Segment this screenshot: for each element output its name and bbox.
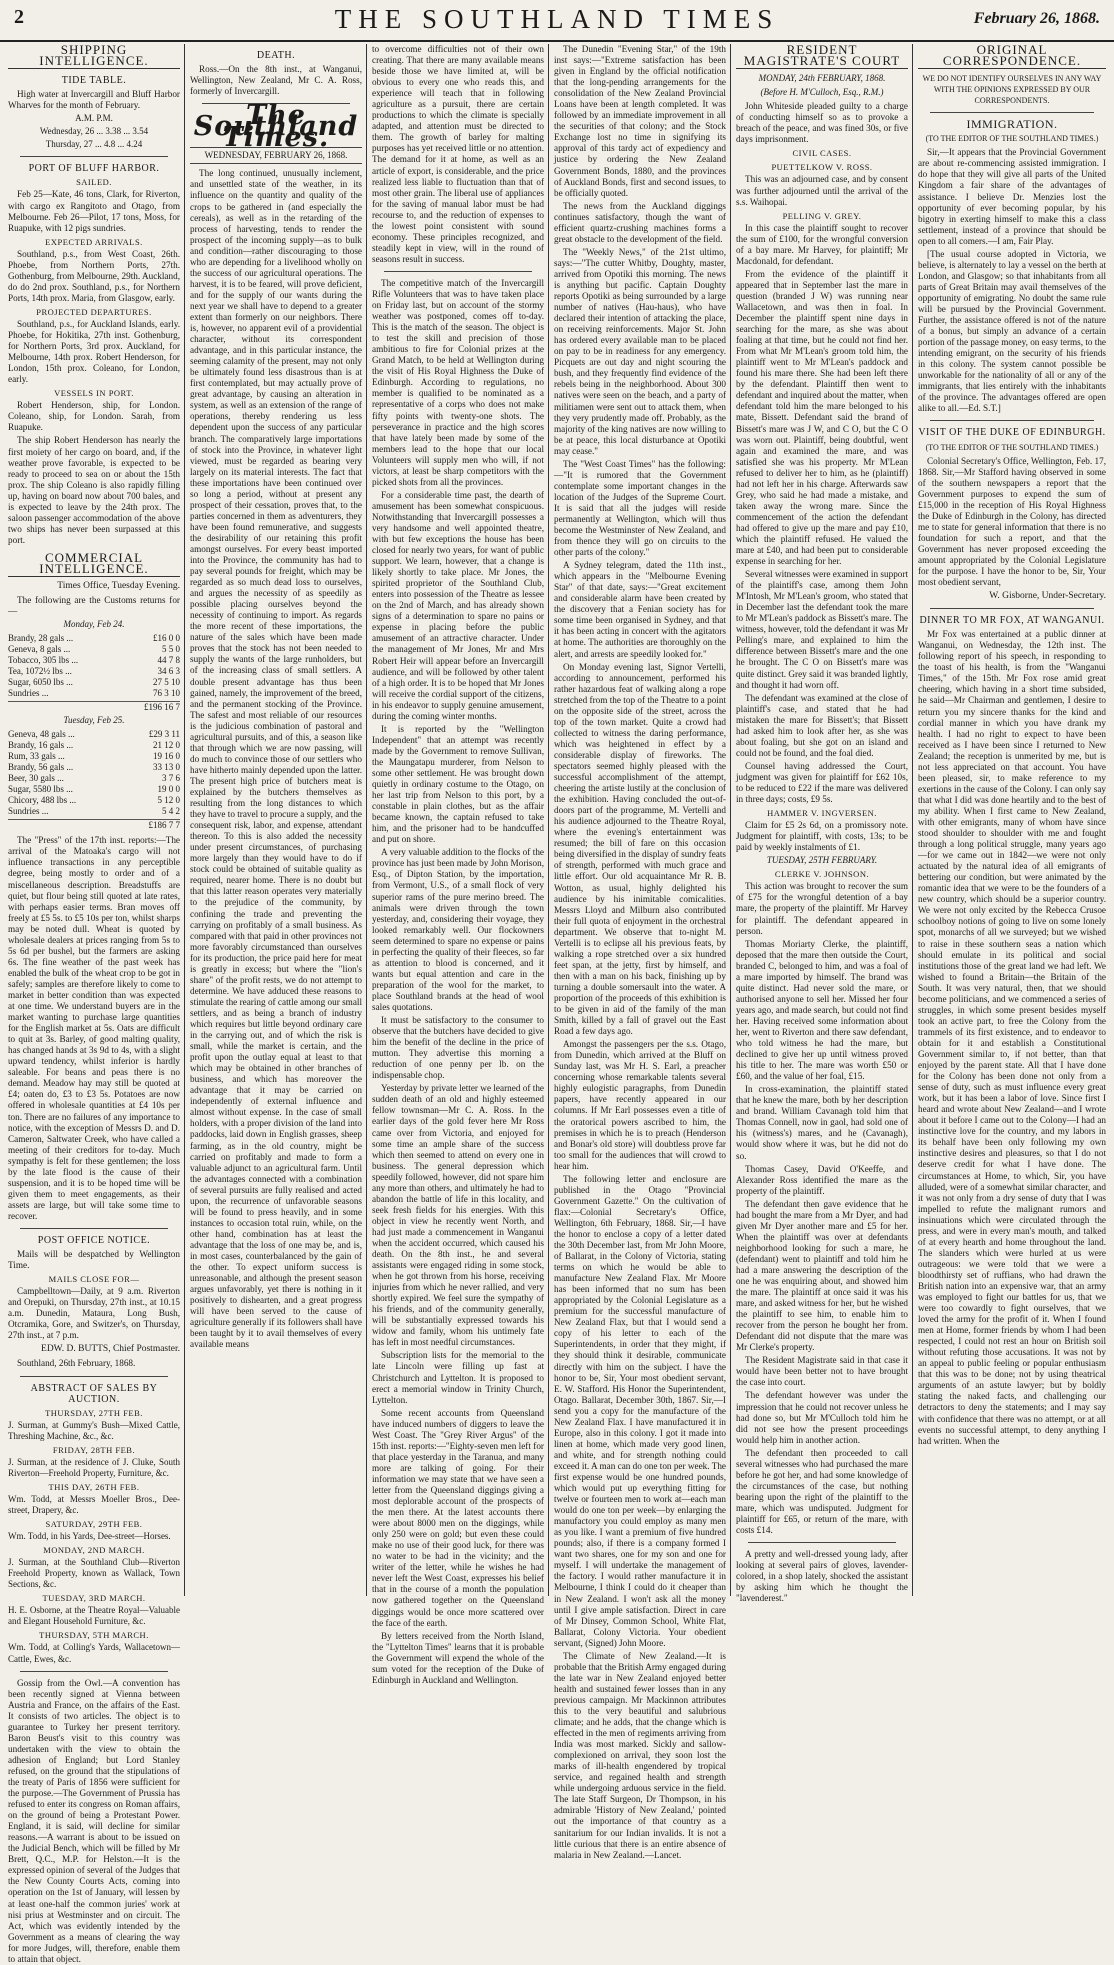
customs-row: Sugar, 5580 lbs ... 19 0 0 [8,784,180,795]
article-paragraph: The Dunedin "Evening Star," of the 19th inst says:—"Extreme satisfaction has been given in England by the official notification that the long-pending arrangements for the consolidation of the New Zealand Provincial Loans have been at length completed. It was followed by an immediate improvement in all the securities of that colony; and the Stock Exchange lost no time in signifying its approval of this tardy act of expediency and justice by ordering the New Zealand Government Bonds, 1880, and the provinces of Auckland Bonds, first and second issues, to be officially quoted. [554,44,726,198]
customs-row: Tobacco, 305 lbs ... 44 7 8 [8,655,180,666]
customs-row: Geneva, 48 gals ... £29 3 11 [8,729,180,740]
to-editor: (TO THE EDITOR OF THE SOUTHLAND TIMES.) [925,134,1099,144]
masthead-logo: The Southland Times. [193,100,359,154]
tide-header: A.M. P.M. [75,113,113,124]
editor-note: [The usual course adopted in Victoria, we believe, is alternately to lay a vessel on the berth at London, and Glasgow; so that inhabitants from all parts of Great Britain may avail themselves of the opportunity of emigrating. No doubt the same rule will be pursued by the Provincial Government. Further, the assistance offered is not of the nature of a bonus, but simply an advance of a certain portion of the passage money, on easy terms, to the intending emigrant, on the security of his friends in this colony. The system cannot possible be unworkable for the nationality of all or any of the immigrants, that lies entirely with the inhabitants of the province. The advantages offered are open alike to all.—Ed. S.T.] [918,248,1106,414]
press-report: The "Press" of the 17th inst. reports:—The arrival of the Matoaka's cargo will not influence transactions in any perceptible degree, being mostly to order and of a miscellaneous description. Breadstuffs are quiet, but flour being still quoted at late rates, with perhaps easier terms. Bran moves off freely at £5 5s. to £5 10s per ton, whilst sharps may be noted dull. Wheat is quoted by wholesale dealers at prices ranging from 5s to 5s 6d per bushel, but the farmers are asking 6s. The fine weather of the past week has enabled the bulk of the wheat crop to be got in safely; samples are therefore likely to come to market in better condition than was expected at one time. We understand buyers are in the market wanting to purchase large quantities for the English market at 5s. Oats are difficult to quit at 3s. Barley, of good malting quality, has changed hands at 3s 9d to 4s, with a slight upward tendency, whilst inferior is hardly saleable. For beans and peas there is no demand. Meadow hay may still be quoted at £4; oaten do, £3 to £3 5s. Potatoes are now offered in wholesale quantities at £4 10s per ton. There are no failures of any importance to notice, with the exception of Messrs D. and D. Cameron, Saltwater Creek, who have called a meeting of their creditors for to-day. Much sympathy is felt for these gentlemen; the loss by the late flood is the cause of their suspension, and it is to be hoped time will be given them to meet engagements, as their assets are large, but will take some time to recover. [8,835,180,1221]
sale-item: H. E. Osborne, at the Theatre Royal—Valuable and Elegant Household Furniture, &c. [8,1605,180,1627]
article-paragraph: On Monday evening last, Signor Vertelli, according to announcement, performed his rather hazardous feat of walking along a rope stretched from the top of the Theatre to a point on the opposite side of the street, across the top of the town market. Quite a crowd had collected to witness the daring performance, which was heightened in effect by a considerable display of fireworks. The spectators seemed highly pleased with the successful accomplishment of the attempt, cheering the artiste lustily at the conclusion of the exhibition. Having concluded the out-of-doors part of the programme, M. Vertelli and his audience adjourned to the Theatre Royal, where the evening's entertainment was resumed; the bill of fare on this occasion being diversified in the display of sundry feats of strength, performed with much grace and little effort. Our old acquaintance Mr R. B. Wotton, as usual, highly delighted his audience by his inimitable comicalities. Messrs Lloyd and Milburn also contributed their full quota of enjoyment in the orchestral department. We observe that to-night M. Vertelli is to eclipse all his previous feats, by walking a rope stretched over a six hundred feet span, at the jetty, first by himself, and then with a man on his back, finishing up by turning a double somersault into the water. A proportion of the proceeds of this exhibition is to be given in aid of the family of the man Smith, killed by a fall of gravel out the East Road a few days ago. [554,661,726,1037]
sale-day: MONDAY, 2ND MARCH. [43,1545,145,1556]
court-paragraph: From the evidence of the plaintiff it appeared that in September last the mare in question (branded J W) was running near Wallacetown, and was then in foal. In December the plaintiff spent nine days in searching for the mare, as she was about foaling at that time, but he could not find her. From what Mr M'Lean's groom told him, the plaintiff went to Mr M'Lean's paddock and found his mare there. She had been left there by the defendant. Plaintiff then went to defendant and inquired about the matter, when defendant told him the mare belonged to his mate, Bissett. Defendant said the brand of Bissett's mare was J W, and C O, but the C O was worn out. Plaintiff, being doubtful, went again and examined the mare, and was satisfied she was his property. Mr M'Lean refused to deliver her to him, as he (plaintiff) had not left her in his charge. Afterwards saw Grey, who said he had made a mistake, and taken away the wrong mare. Since the commencement of the action the defendant had offered to give up the mare and pay £10, which the plaintiff refused. He valued the mare at £40, and had been put to considerable expense in searching for her. [736,268,908,567]
projected-heading: PROJECTED DEPARTURES. [36,306,152,317]
customs-total: £186 7 7 [8,819,180,831]
divider [20,1376,168,1377]
divider [20,1671,168,1672]
customs-intro: The following are the Customs returns for— [8,595,180,617]
sale-item: Wm. Todd, at Colling's Yards, Wallacetown—Cattle, Ewes, &c. [8,1642,180,1664]
sale-item: J. Surman, at the residence of J. Cluke, South Riverton—Freehold Property, Furniture, &c. [8,1456,180,1478]
court-heading: RESIDENT MAGISTRATE'S COURT [736,44,908,69]
court-paragraph: Counsel having addressed the Court, judgment was given for plaintiff for £62 10s, to be reduced to £22 if the mare was delivered in three days; costs, £9 5s. [736,760,908,805]
article-paragraph: Amongst the passengers per the s.s. Otago, from Dunedin, which arrived at the Bluff on Sunday last, was Mr H. S. Earl, a preacher concerning whose remarkable talents several highly eulogistic paragraphs, from Dunedin papers, have recently appeared in our columns. If Mr Earl possesses even a title of the oratorical powers ascribed to him, the premises in which he is to preach (Henderson and Bonar's old store) will doubtless prove far too small for the audiences that will crowd to hear him. [554,1039,726,1171]
sale-item: J. Surman, at the Southland Club—Riverton Freehold Property, known as Wallack, Town Sections, &c. [8,1557,180,1590]
expected-heading: EXPECTED ARRIVALS. [45,236,143,247]
article-paragraph: The Climate of New Zealand.—It is probable that the British Army engaged during the late war in New Zealand enjoyed better health and sustained fewer losses than in any previous campaign. Mr Mackinnon attributes this to the very beautiful and salubrious climate; and he adds, that the change which is effected in the men of regiments arriving from India was most marked. Sickly and sallow-complexioned on arrival, they soon lost the marks of ill-health engendered by tropical service, and regained health and strength while undergoing arduous service in the field. The late Staff Surgeon, Dr Thompson, in his admirable 'History of New Zealand,' pointed out the importance of that country as a sanitarium for our Indian invalids. It is not a little curious that there is an entire absence of malaria in New Zealand.—Lancet. [554,1650,726,1860]
column-6 [918,44,1106,1594]
sales-heading: ABSTRACT OF SALES BY AUCTION. [30,1382,158,1405]
article-paragraph: The "West Coast Times" has the following:—"It is rumored that the Government contemplate some important changes in the location of the Judges of the Supreme Court. It is said that all the judges will reside permanently at Wellington, which will thus become the Westminster of New Zealand, and from thence they will go on circuits to the other parts of the colony." [554,458,726,558]
column-4 [554,44,726,1860]
gossip-article: Gossip from the Owl.—A convention has been recently signed at Vienna between Austria and France, on the affairs of the East. It consists of two articles. The object is to guarantee to Turkey her present territory. Baron Beust's visit to this country was undertaken with the view to obtain the adhesion of England; but Lord Stanley refused, on the ground that the stipulations of the treaty of Paris of 1856 were sufficient for the purpose.—The Government of Prussia has refused to enter its congress on Roman affairs, on the ground of being a Protestant Power. England, it is said, will decline for similar reasons.—A warrant is about to be issued on the Judicial Bench, which will be filled by Mr Brett, Q.C., M.P. for Helston.—It is the expressed opinion of several of the Judges that the New County Courts Acts, coming into operation on the 1st of January, will lessen by at least one-half the common juries' work at nisi prius at Westminster and on circuit. The Act, which was evidently intended by the Government as a means of clearing the way for more Judges, will, therefore, enable them to attain that object. [8,1677,180,1964]
issue-date: February 26, 1868. [973,10,1100,27]
sale-day: THIS DAY, 26TH FEB. [48,1481,140,1492]
court-paragraph: In this case the plaintiff sought to recover the sum of £100, for the wrongful conversion of a bay mare. Mr Harvey, for plaintiff; Mr Macdonald, for defendant. [736,222,908,266]
column-rule [366,44,367,1596]
divider [748,1542,896,1543]
article-paragraph: The "Weekly News," of the 21st ultimo, says:—"The cutter Whitby, Doughty, master, arrived from Opotiki this morning. The news is anything but pacific. Captain Doughty reports Opotiki as being surrounded by a large number of natives (Hau-haus), who have declared their intention of attacking the place, on receiving reinforcements. Major St. John has ordered every available man to be placed on pay to be in readiness for any emergency. Picquets are out day and night scouring the bush, and they frequently find evidence of the rebels being in the neighborhood. About 300 natives were seen on the beach, and a party of militiamen were sent out to attack them, when they very prudently made off. Probably, as the majority of the king natives are now willing to be at peace, this local disturbance at Opotiki may cease." [554,246,726,456]
port-heading: PORT OF BLUFF HARBOR. [28,163,160,175]
postmaster-signature: EDW. D. BUTTS, Chief Postmaster. [41,1344,180,1355]
article-paragraph: to overcome difficulties not of their own creating. That there are many available means beside those we have limited at, will be obvious to every one who reads this, and experience will teach that in following agriculture as a pursuit, there are certain productions to which the climate is specially adapted, and attention must be directed to them. The growth of barley for malting purposes has yet received little or no attention. The demand for it at home, as well as an article of export, is considerable, and the price realized less liable to fluctuation than that of most other grain. The liberal use of appliances for the saving of manual labor must be had recourse to, and the reduction of expenses to the lowest point consistent with sound economy. These principles recognized, and steadily kept in view, will in the round of seasons result in success. [372,44,544,264]
tide-intro: High water at Invercargill and Bluff Harbor Wharves for the month of February. [8,89,180,111]
times-office: Times Office, Tuesday Evening. [57,581,180,592]
death-notice: Ross.—On the 8th inst., at Wanganui, Wellington, New Zealand, Mr C. A. Ross, formerly of Invercargill. [190,64,362,97]
court-paragraph: This action was brought to recover the sum of £75 for the wrongful detention of a bay mare, the property of the plaintiff. Mr Harvey for plaintiff. The defendant appeared in person. [736,881,908,936]
court-date: TUESDAY, 25TH FEBRUARY. [766,855,878,866]
article-paragraph: It is reported by the "Wellington Independent" that an attempt was recently made by the Government to remove Sullivan, the Maungatapu murderer, from Nelson to some other settlement. He was brought down quietly in ordinary costume to the Otago, on her last trip from Nelson to this port, by a constable in plain clothes, but as the affair became known, the captain refused to take him, and the prisoner had to be handcuffed and put on shore. [372,723,544,845]
court-paragraph: The Resident Magistrate said in that case it would have been better not to have brought the case into court. [736,1355,908,1388]
mails-close-heading: MAILS CLOSE FOR— [48,1274,140,1285]
divider [20,1228,168,1229]
court-paragraph: The defendant however was under the impression that he could not recover unless he had done so, but Mr M'Culloch told him he did not see how the present proceedings would help him in another action. [736,1390,908,1445]
customs-row: Chicory, 488 lbs ... 5 12 0 [8,795,180,806]
column-2 [190,44,362,1594]
article-paragraph: A very valuable addition to the flocks of the province has just been made by John Morison, Esq., of Dipton Station, by the importation, from Vermont, U.S., of a small flock of very superior rams of the pure merino breed. The animals were driven through the town yesterday, and, considering their voyage, they looked remarkably well. Our flockowners seem determined to spare no expense or pains in perfecting the quality of their fleeces, so far as attention to blood is concerned, and it wants but equal attention and care in the preparation of the wool for the market, to place Southland brands at the head of wool sales quotations. [372,847,544,1012]
sale-day: SATURDAY, 29TH FEB. [45,1519,143,1530]
article-paragraph: It must be satisfactory to the consumer to observe that the butchers have decided to give him the benefit of the decline in the price of mutton. They advertise this morning a reduction of one penny per lb. on the indispensable chop. [372,1015,544,1081]
sailed-text: Feb 25—Kate, 46 tons, Clark, for Riverton, with cargo ex Rangitoto and Otago, from Melbourne. Feb 26—Pilot, 17 tons, Moss, for Ruapuke, with 12 pigs sundries. [8,189,180,233]
commercial-heading: COMMERCIAL INTELLIGENCE. [8,552,180,577]
visit-signature: W. Gisborne, Under-Secretary. [989,591,1106,602]
to-editor: (TO THE EDITOR OF THE SOUTHLAND TIMES.) [925,442,1099,452]
divider [930,420,1094,421]
immigration-letter: Sir,—It appears that the Provincial Government are about re-commencing assisted immigration. I do hope that they will give all parts of the United Kingdom a fair share of the advantages of assistance. I believe Dr. Menzies lost the opportunity of ever becoming popular, by his bigotry in exerting himself to make this a class settlement, instead of a province that should be open to all comers.—I am, Fair Play. [918,147,1106,246]
sailed-heading: SAILED. [76,177,112,188]
projected-text: Southland, p.s., for Auckland Islands, early. Phoebe, for Hokitika, 27th inst. Gothenburg, for Northern Ports, 3rd prox. Auckland, for Melbourne, 14th prox. Robert Henderson, for London, 15th prox. Coleano, for London, early. [8,318,180,385]
column-rule [730,44,731,1596]
tide-row: Thursday, 27 ... 4.8 ... 4.24 [45,139,143,150]
correspondence-heading: ORIGINAL CORRESPONDENCE. [918,44,1106,69]
court-paragraph: The defendant then gave evidence that he had bought the mare from a Mr Dyer, and had given Mr Dyer another mare and £5 for her. When the plaintiff was over at defendants neighborhood looking for such a mare, he (defendant) went to plaintiff and told him he had a mare answering the description of the one he was enquiring about, and showed him the mare. The plaintiff at once said it was his mare, and asked witness for her, but he wished the plaintiff to see him, to enable him to recover from the person he bought her from. Defendant did not dispute that the mare was Mr Clerke's property. [736,1198,908,1353]
court-paragraph: Thomas Moriarty Clerke, the plaintiff, deposed that the mare then outside the Court, branded C, belonged to him, and was a foal of a mare imported by himself. The brand was quite distinct. Had never sold the mare, or authorised anyone to sell her. Missed her four years ago, and made search, but could not find her. Having received some information about her, went to Riverton and there saw defendant, who told witness he had the mare, but declined to give her up until witness proved his title to her. The mare was worth £50 or £60, and the value of her foal, £15. [736,938,908,1082]
court-paragraph: John Whiteside pleaded guilty to a charge of conducting himself so as to provoke a breach of the peace, and was fined 30s, or five days imprisonment. [736,101,908,145]
customs-row: Brandy, 56 gals ... 33 13 0 [8,762,180,773]
court-date: MONDAY, 24th FEBRUARY, 1868. [758,73,886,84]
mails-text: Campbelltown—Daily, at 9 a.m. Riverton and Orepuki, on Thursday, 27th inst., at 10.15 a.m. Dunedin, Mataura, Long Bush, Otcramika, Gore, and Switzer's, on Thursday, 27th inst., at 7 p.m. [8,1286,180,1341]
article-paragraph: By letters received from the North Island, the "Lyttelton Times" learns that it is probable the Government will expend the whole of the sum voted for the reception of the Duke of Edinburgh in Auckland and Wellington. [372,1630,544,1685]
tide-row: Wednesday, 26 ... 3.38 ... 3.54 [39,126,149,137]
disclaimer: WE DO NOT IDENTIFY OURSELVES IN ANY WAY WITH THE OPINIONS EXPRESSED BY OUR CORRESPONDENTS. [922,74,1102,106]
death-heading: DEATH. [256,50,296,61]
article-paragraph: Some recent accounts from Queensland have induced numbers of diggers to leave the West Coast. The "Grey River Argus" of the 15th inst. reports:—"Eighty-seven men left for that place yesterday in the Taranua, and many more are talking of going. For their information we may state that we have seen a letter from the Queensland diggings giving a most deplorable account of the prospects of the men there. At the latest accounts there were about 8000 men on the diggings, while only 250 were on gold; but even these could make no use of their good luck, for there was no water to be had in the vicinity; and the writer of the letter, while he wishes he had never left the West Coast, expresses his belief that in the course of a month the population now gathered together on the Queensland diggings would be once more scattered over the face of the earth. [372,1407,544,1628]
immigration-heading: IMMIGRATION. [966,117,1058,132]
vessels-text: Robert Henderson, ship, for London. Coleano, ship, for London. Sarah, from Ruapuke. [8,400,180,433]
article-paragraph: A Sydney telegram, dated the 11th inst., which appears in the "Melbourne Evening Star" of that date, says:—"Great excitement and considerable alarm have been created by the discovery that a Fenian society has for some time been organised in Sydney, and that it has been acting in concert with the agitators at home. The authorities are thoroughly on the alert, and arrests are speedily looked for." [554,560,726,659]
shipping-heading: SHIPPING INTELLIGENCE. [8,44,180,69]
customs-row: Tea, 1072½ lbs ... 34 6 3 [8,666,180,677]
visit-letter: Colonial Secretary's Office, Wellington, Feb. 17, 1868. Sir,—Mr Stafford having observed in some of the southern newspapers a report that the Government purposes to expend the sum of £15,000 in the reception of His Royal Highness the Duke of Edinburgh in the Colony, has directed me to state for general information that there is no foundation for such a report, and that the Government has never proposed exceeding the amount appropriated by the Colonial Legislature for the purpose. I have the honor to be, Sir, Your most obedient servant, [918,455,1106,588]
case-title: PUETTELKOW V. ROSS. [771,162,873,173]
court-paragraph: The defendant then proceeded to call several witnesses who had purchased the mare before he got her, and had some knowledge of the circumstances of the case, but nothing bearing upon the right of the plaintiff to the mare, which was undisputed. Judgment for plaintiff for £65, or return of the mare, with costs £14. [736,1447,908,1536]
article-paragraph: The news from the Auckland diggings continues satisfactory, though the want of efficient quartz-crushing machines forms a great obstacle to the development of the field. [554,200,726,244]
civil-cases-heading: CIVIL CASES. [792,148,852,159]
newspaper-title: THE SOUTHLAND TIMES [334,4,780,34]
sale-day: THURSDAY, 5TH MARCH. [39,1630,149,1641]
court-before: (Before H. M'Culloch, Esq., R.M.) [760,87,884,98]
court-paragraph: Several witnesses were examined in support of the plaintiff's case, among them John M'Intosh, Mr M'Lean's groom, who stated that in December last the defendant took the mare to Mr M'Lean's paddock as Bissett's mare. The witness, however, told the defendant it was Mr Pelling's mare, and explained to him the difference between Bissett's mare and the one he brought. The C O on Bissett's mare was quite distinct. Grey said it was branded lightly, and thought it had worn off. [736,569,908,690]
expected-text: Southland, p.s., from West Coast, 26th. Phoebe, from Northern Ports, 27th. Gothenburg, from Melbourne, 29th. Auckland, do do 2nd prox. Southland, p.s., for Northern Ports, 14th prox. Maria, from Glasgow, early. [8,248,180,303]
sale-item: Wm. Todd, at Messrs Moeller Bros., Dee-street, Drapery, &c. [8,1493,180,1515]
article-paragraph: For a considerable time past, the dearth of amusement has been somewhat conspicuous. Notwithstanding that Invercargill possesses a very handsome and well appointed theatre, with but few exceptions the house has been closed for nearly two years, for want of public support. We learn, however, that a change is likely shortly to take place. Mr Jones, the spirited proprietor of the Southland Club, enters into possession of the Theatre as lessee on the 2nd of March, and has already shown signs of a determination to spare no pains or expense in placing before the public amusement of an attractive character. Under the management of Mr Jones, Mr and Mrs Robert Heir will appear before an Invercargill audience, and will be followed by other talent of a high order. It is to be hoped that Mr Jones will receive the cordial support of the citizens, in his endeavor to supply genuine amusement, during the coming winter months. [372,489,544,721]
court-paragraph: In cross-examination, the plaintiff stated that he knew the mare, both by her description and brand. William Cavanagh told him that Thomas Connell, now in gaol, had sold one of his (witness's) mares, and he (Cavanagh), would show where it was, but he did not do so. [736,1084,908,1161]
masthead [0,0,1114,42]
sale-day: THURSDAY, 27TH FEB. [45,1407,143,1418]
article-paragraph: Subscription lists for the memorial to the late Lincoln were filling up fast at Christchurch and Lyttelton. It is proposed to erect a memorial window in Trinity Church, Lyttelton. [372,1350,544,1405]
vessels-heading: VESSELS IN PORT. [54,388,134,399]
customs-row: Sugar, 6050 lbs ... 27 5 10 [8,677,180,688]
customs-row: Rum, 33 gals ... 19 16 0 [8,751,180,762]
anecdote: A pretty and well-dressed young lady, after looking at several pairs of gloves, lavender-colored, in a shop lately, shocked the assistant by asking him which he thought the "lavenderest." [736,1549,908,1604]
dinner-article: Mr Fox was entertained at a public dinner at Wanganui, on Wednesday, the 12th inst. The following report of his speech, in responding to the toast of his health, is from the "Wanganui Times," of the 15th. Mr Fox rose amid great cheering, which having in a short time subsided, he said—Mr Chairman and gentlemen, I desire to return you my sincere thanks for the kind and cordial manner in which you have drank my health. I had no right to expect to have been received as I have been since I returned to New Zealand; the reception is unmerited by me, but is not less appreciated on that account. You have been pleased, sir, to make reference to my exertions in the cause of the Colony. I can only say that what I did was done heartily and to the best of my ability. When I first came to New Zealand, with other emigrants, many of whom have since stood shoulder to shoulder with me and fought through a long political struggle, many years ago—for we came out in 1842—we were not only actuated by the natural idea of all emigrants of bettering our condition, but were animated by the romantic idea that we were to be the founders of a new country, which should be a superior country. We were not only excited by the Rebecca Crusoe schoolboy notions of going to live on some lonely spot, monarchs of all we surveyed; but we wished to raise in these southern seas a nation which should emulate in its political and social institutions those of the great land we had left. We wished to found a Britain—the Britain of the South. It was very natural, then, that we should become politicians, and we commenced a series of struggles, in which some present besides myself took an active part, to free the Colony from the trammels of its first existence, and to endeavor to obtain for it and establish a Constitutional Government similar to, if not better, than that enjoyed by the parent state. All that I have done for the Colony has been done not only from a sense of duty, such as must influence every great work, but it has been a labor of love. Since first I heard and wrote about New Zealand—and I wrote about it before I came out to the Colony—I had an instinctive love for the country, and my labors in its behalf have been only following my own instinctive desires and pleasures, so that I do not deserve credit for what I have done. The circumstances at Home, to which, Sir, you have alluded, were of a somewhat similar character, and it was not only from a dry sense of duty that I was impelled to refute the malignant rumors and insinuations which were circulated through the press, and were in every man's mouth, and talked of at every hearth and home throughout the land. The slanders which were hurled at us were outrageous: we were told that we were a bloodthirsty set of ruffians, who had drawn the British nation into an expensive war, that an army was employed to fight our battles for us, that we were too cowardly to fight ourselves, that we loved the army for the profit of it. When I found men at Home, former friends by whom I had been respected, I could not rest an hour on British soil without refuting those accusations. It was not by an appeal to public feeling or popular enthusiasm that this was to be done; not by using theatrical arguments of an astute lawyer; but by boldly stating the naked facts, and challenging our detractors to deny the statements; and I may say with confidence that there was no attempt, or at all events no successful attempt, to deny anything I had written. When the [918,629,1106,1446]
column-rule [184,44,185,1596]
divider [930,112,1094,113]
column-rule [912,44,913,1596]
customs-row: Brandy, 16 gals ... 21 12 0 [8,740,180,751]
case-title: CLERKE V. JOHNSON. [774,869,870,880]
divider [930,608,1094,609]
visit-heading: VISIT OF THE DUKE OF EDINBURGH. [918,427,1106,439]
customs-total: £196 16 7 [8,701,180,713]
post-intro: Mails will be despatched by Wellington Time. [8,1249,180,1271]
monday-customs-table [8,633,180,713]
customs-row: Sundries ... 76 3 10 [8,688,180,699]
divider [384,271,532,272]
sale-item: Wm. Todd, in his Yards, Dee-street—Horses. [8,1531,171,1542]
sale-day: FRIDAY, 28TH FEB. [52,1444,136,1455]
court-paragraph: This was an adjourned case, and by consent was further adjourned until the arrival of the s.s. Waihopai. [736,174,908,207]
tuesday-customs-table [8,729,180,831]
column-3 [372,44,544,1685]
monday-heading: Monday, Feb 24. [63,619,125,630]
court-paragraph: Thomas Casey, David O'Keeffe, and Alexander Ross identified the mare as the property of the plaintiff. [736,1163,908,1196]
article-paragraph: The following letter and enclosure are published in the Otago "Provincial Government Gazette." On the cultivation of flax:—Colonial Secretary's Office, Wellington, 6th February, 1868. Sir,—I have the honor to enclose a copy of a letter dated the 30th December last, from Mr John Moore, of Ballarat, in the Colony of Victoria, stating terms on which he would be able to manufacture New Zealand Flax. Mr Moore has been informed that no sum has been appropriated by the Colonial Legislature as a premium for the successful manufacture of New Zealand Flax, but that I would send a copy of his letter to each of the Superintendents, in order that they might, if they should think it desirable, communicate directly with him on the subject. I have the honor to be, Sir, Your most obedient servant, E. W. Stafford. His Honor the Superintendent, Otago. Ballarat, December 30th, 1867. Sir,—I send you a copy for the manufacture of the New Zealand Flax. I have manufactured it in Europe, also in this colony. I got it made into linen at home, which made very good linen, and white, and for strength nothing could exceed it. A man can do one ton per week. The first expense would be one hundred pounds, which would put up everything fitting for twelve or fourteen men to work at—each man would do one ton per week—by enlarging the manufactory you could employ as many men as you like. I want a premium of five hundred pounds; also, if there is a company formed I want two shares, one for my son and one for myself. I will undertake the management of the factory. I would rather manufacture it in Melbourne, I think I could do it cheaper than in New Zealand. I won't ask all the money until I give ample satisfaction. Direct in care of Mr Dinsey, Common School, White Flat, Ballarat, Colony Victoria. Your obedient servant, (Signed) John Moore. [554,1173,726,1648]
tide-heading: TIDE TABLE. [61,75,127,87]
article-paragraph: The competitive match of the Invercargill Rifle Volunteers that was to have taken place on Friday last, but on account of the stormy weather was postponed, comes off to-day. This is the match of the season. The object is to test the skill and precision of those ambitious to fire for Colonial prizes at the Grand Match, to be held at Wellington during the visit of His Royal Highness the Duke of Edinburgh. According to regulations, no member is qualified to be nominated as a representative of a corps who does not make fifty points with twenty-one shots. The perseverance in practice and the high scores that have lately been made by some of the members lead to the hope that our local Volunteers will supply men who will, if not victors, at least be sharp competitors with the picked shots from all the provinces. [372,277,544,487]
sale-item: J. Surman, at Gummy's Bush—Mixed Cattle, Threshing Machine, &c., &c. [8,1419,180,1441]
tuesday-heading: Tuesday, Feb 25. [63,715,125,726]
article-paragraph: Yesterday by private letter we learned of the sudden death of an old and highly esteemed fellow townsman—Mr C. A. Ross. In the earlier days of the gold fever here Mr Ross came over from Victoria, and enjoyed for some time an ample share of the success which then seemed to attend on every one in business. The general depression which speedily followed, however, did not spare him any more than others, and ultimately he had to abandon the battle of life in this locality, and seek fresh fields for his energies. With this object in view he recently went North, and had just made a commencement in Wanganui when the accident occurred, which caused his death. On the 8th inst., he and several assistants were engaged riding in some stock, when he got thrown from his horse, receiving injuries from which he never rallied, and very shortly expired. We feel sure the sympathy of his friends, and of the community generally, will be substantially expressed towards his widow and family, whom his untimely fate has left in most needful circumstances. [372,1083,544,1348]
customs-row: Beer, 30 gals ... 3 7 6 [8,773,180,784]
leader-article: The long continued, unusually inclement, and unsettled state of the weather, in its influence on the quantity and quality of the crops to be gathered in (and especially the cereals), as well as in the retarding of the process of harvesting, tends to render the prospect of the incoming supply—as to bulk and condition—rather discouraging to those who are depending for a livelihood wholly on the success of our agricultural operations. The harvest, it is to be feared, will prove deficient, and for the supply of our wants during the next year we shall have to depend to a greater extent than formerly on our neighbors. There is, however, no apparent evil of a providential character, without its correspondent advantage, and in this particular instance, the seeming calamity of the present, may not only be ultimately found less disastrous than is at first contemplated, but may actually prove of great advantage, by causing an alteration in system, as well as an extension of the range of operations, thereby rendering us less dependent upon the success of any particular branch. The comparatively large importations of stock into the Province, in whatever light viewed, must be regarded as bearing very largely on its material interests. The fact that these importations have been continued over so long a period, without at present any prospect of their cessation, proves that, to the parties concerned in them as adventurers, they have been found remunerative, and suggests the desirability of our retaining this profit amongst ourselves. For every beast imported into the Province, the community has had to pay several pounds for freight, which may be regarded as so much dead loss to ourselves, and argues the necessity of as speedily as possible placing ourselves beyond the necessity of continuing to import. As regards the more recent of these importations, the nature of the sales which have been made proves that the stock has not been needed to supply the wants of the large runholders, but of the increasing class of small settlers. A double present advantage has thus been gained, namely, the improvement of the breed, and the permanent stocking of the Province. The safest and most reliable of our resources is the judicious combination of pastoral and agricultural pursuits, and of this, a season like that through which we are now passing, will do much to convince those of our settlers who have hitherto mainly depended upon the latter. The present high price of butchers meat is explained by the butchers themselves as resulting from the long distances to which they have to travel to procure a supply, and the consequent risk, labor, and expense, attendant thereon. To this is also added the necessity under present circumstances, of purchasing more largely than they would have to do if stock could be obtained of suitable quality as required, nearer home. There is no doubt but that this latter reason operates very materially to the prejudice of the community, by confining the trade and preventing the carrying on profitably of a small business. As compared with that paid in other provinces not more favorably circumstanced than ourselves for its production, the price paid here for meat is greatly in excess; but where the "lion's share" of the profit rests, we do not attempt to determine. We have adduced these reasons to stimulate the rearing of cattle among our small settlers, and as being a branch of industry which requires but little beyond ordinary care in the carrying out, and of which the risk is small, while the market is certain, and the profit upon the outlay equal at least to that which may be obtained in other branches of business, and which has moreover the advantage that it may be carried on independently of external influence and almost without expense. In the case of small holders, with a proper division of the land into paddocks, laid down in English grasses, sheep farming, as in the old country, might be carried on profitably and made to form a valuable adjunct to an agricultural farm. Until the advantages connected with a combination of several pursuits are fully realised and acted upon, the recurrence of unfavorable seasons will be found to press heavily, and in some instances to occasion total ruin, while, on the other hand, combination has at least the advantage that the loss of one may be, and is, in most cases, counterbalanced by the gain of the other. To expect uniform success is unreasonable, and although the present season argues unfavorably, yet there is nothing in it positively to dishearten, and a great progress will have been served to the cause of agriculture generally if its followers shall have been taught by it to avail themselves of every available means [190,168,362,1350]
court-paragraph: The defendant was examined at the close of plaintiff's case, and stated that he had mistaken the mare for Bissett's; that Bissett had asked him to look after her, as she was about foaling, but she got on an island and could not be found, and the foal died. [736,692,908,758]
customs-row: Sundries ... 5 4 2 [8,806,180,817]
case-title: HAMMER V. INGVERSEN. [767,808,877,819]
column-5 [736,42,908,1604]
dinner-heading: DINNER TO MR FOX, AT WANGANUI. [919,615,1105,627]
masthead-date: WEDNESDAY, FEBRUARY 26, 1868. [190,147,362,164]
ship-notice: The ship Robert Henderson has nearly the first moiety of her cargo on board, and, if the weather prove favorable, is expected to be ready to proceed to sea on or about the 15th prox. The ship Coleano is also rapidly filling up, having on board now about 700 bales, and is expected to leave by the 24th prox. The saloon passenger accommodation of the above two ships has never been surpassed at this port. [8,435,180,545]
divider [20,156,168,157]
column-1 [8,42,180,1964]
column-rule [548,44,549,1596]
case-title: PELLING V. GREY. [782,210,862,221]
page-number: 2 [14,6,24,28]
customs-row: Geneva, 8 gals ... 5 5 0 [8,644,180,655]
customs-row: Brandy, 28 gals ... £16 0 0 [8,633,180,644]
post-heading: POST OFFICE NOTICE. [37,1234,151,1246]
court-paragraph: Claim for £5 2s 6d, on a promissory note. Judgment for plaintiff, with costs, 13s; to be paid by weekly instalments of £1. [736,820,908,853]
post-date: Southland, 26th February, 1868. [17,1358,136,1369]
sale-day: TUESDAY, 3RD MARCH. [42,1593,146,1604]
